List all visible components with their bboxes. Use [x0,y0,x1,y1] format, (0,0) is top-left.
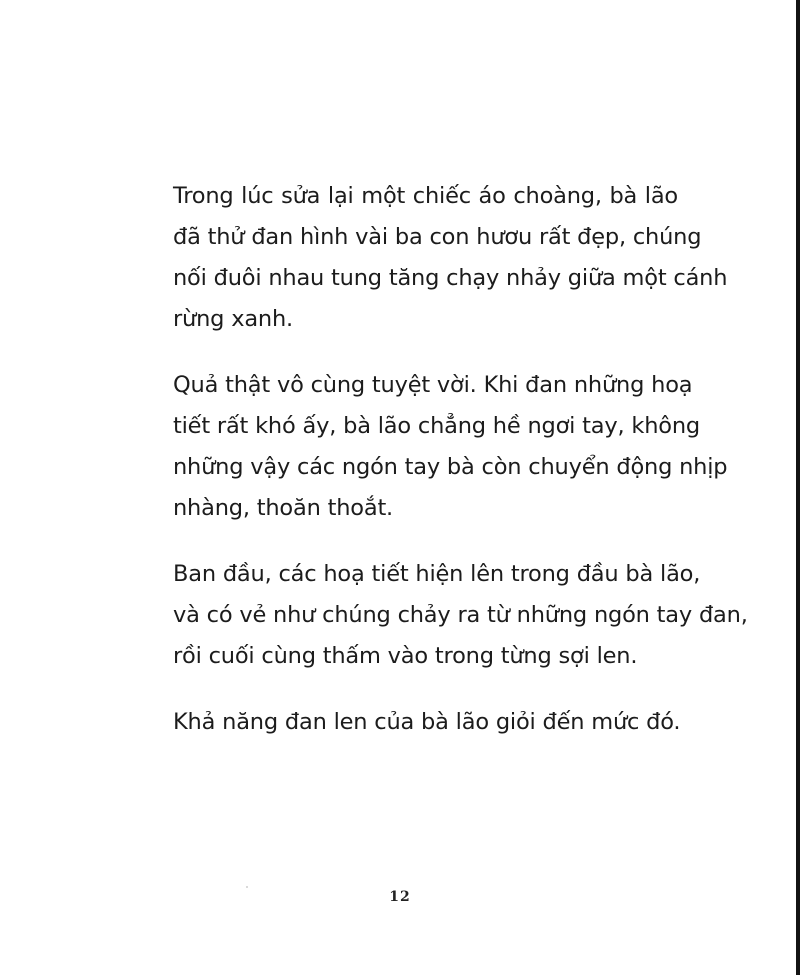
text-line: Khả năng đan len của bà lão giỏi đến mức đó. [173,709,681,735]
text-line: rừng xanh. [173,306,293,332]
text-line: nhàng, thoăn thoắt. [173,495,394,521]
text-line: nối đuôi nhau tung tăng chạy nhảy giữa một cánh [173,265,728,291]
text-line: những vậy các ngón tay bà còn chuyển động nhịp [173,454,728,480]
text-line: đã thử đan hình vài ba con hươu rất đẹp, chúng [173,224,702,250]
page-number: 12 [389,889,411,905]
text-line: tiết rất khó ấy, bà lão chẳng hề ngơi tay, không [173,413,701,439]
page-body-text [173,176,748,743]
paper-speck [246,886,248,888]
paragraph-2 [173,365,728,529]
paragraph-1 [173,176,728,340]
page-edge-shadow [796,0,800,975]
text-line: Quả thật vô cùng tuyệt vời. Khi đan những hoạ [173,372,693,398]
text-line: Ban đầu, các hoạ tiết hiện lên trong đầu bà lão, [173,561,701,587]
text-line: và có vẻ như chúng chảy ra từ những ngón tay đan, [173,602,748,628]
paragraph-3 [173,554,748,677]
text-line: rồi cuối cùng thấm vào trong từng sợi len. [173,643,638,669]
paragraph-4 [173,702,681,743]
text-line: Trong lúc sửa lại một chiếc áo choàng, bà lão [173,183,678,209]
